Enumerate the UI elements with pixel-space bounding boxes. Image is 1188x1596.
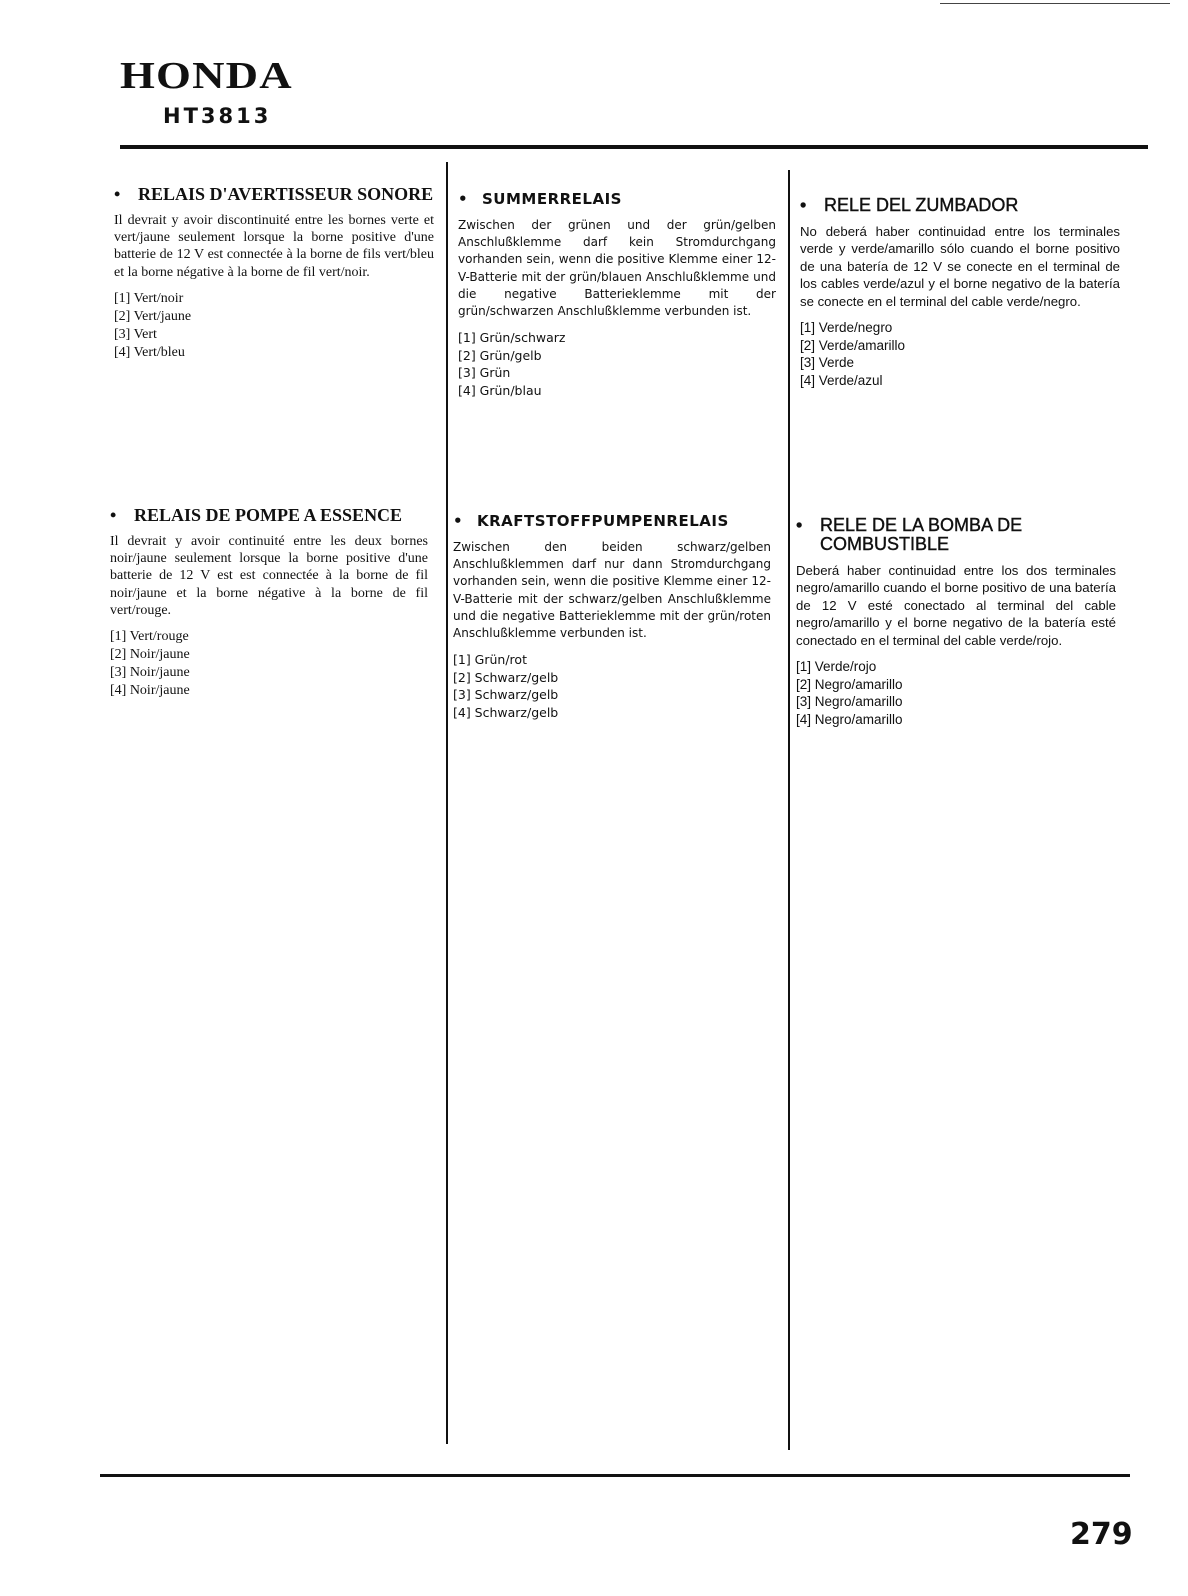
page-number: 279 bbox=[1070, 1517, 1133, 1552]
list-item bbox=[800, 319, 1120, 337]
column-divider-right bbox=[788, 170, 790, 1450]
list-item-text: [4] Noir/jaune bbox=[110, 683, 190, 699]
section-body: Zwischen den beiden schwarz/gelben Anschlußklemmen darf nur dann Stromdurchgang vorhanden sein, wenn die positive Klemme einer 12-V-Batterie mit der schwarz/gelben Anschlußklemme und die negative Batterieklemme mit der grün/roten Anschlußklemme verbunden ist. bbox=[453, 540, 771, 641]
list-item-text: [1] Grün/rot bbox=[453, 652, 527, 668]
list-item-text: [3] Schwarz/gelb bbox=[453, 687, 559, 703]
footer-rule bbox=[100, 1474, 1130, 1477]
list-item-text: [2] Noir/jaune bbox=[110, 647, 190, 663]
list-item-text: [3] Negro/amarillo bbox=[796, 694, 903, 710]
list-item bbox=[110, 664, 428, 682]
model-number: HT3813 bbox=[163, 104, 272, 128]
section-title bbox=[114, 185, 434, 204]
list-item-text: [1] Verde/negro bbox=[800, 320, 893, 336]
list-item-text: [2] Schwarz/gelb bbox=[453, 669, 559, 685]
section-title bbox=[458, 190, 776, 209]
list-item bbox=[453, 651, 771, 669]
section-body: Il devrait y avoir discontinuité entre les bornes verte et vert/jaune seulement lorsque la borne positive d'une batterie de 12 V est connectée à la borne de fils vert/bleu et la borne négative à la borne de fil vert/noir. bbox=[114, 213, 434, 280]
list-item-text: [2] Negro/amarillo bbox=[796, 676, 903, 692]
section-body: Zwischen der grünen und der grün/gelben Anschlußklemme darf kein Stromdurchgang vorhanden sein, wenn die positive Klemme einer 12-V-Batterie mit der grün/blauen Anschlußklemme und die negative Batterieklemme mit der grün/schwarzen Anschlußklemme verbunden ist. bbox=[458, 218, 776, 319]
terminal-list bbox=[453, 651, 771, 721]
list-item bbox=[458, 364, 776, 382]
list-item-text: [4] Verde/azul bbox=[800, 372, 883, 388]
section-title-text: KRAFTSTOFFPUMPENRELAIS bbox=[477, 512, 729, 530]
list-item-text: [3] Vert bbox=[114, 326, 157, 342]
list-item bbox=[453, 704, 771, 722]
section-de-fuel-pump-relay bbox=[453, 512, 771, 721]
list-item-text: [3] Verde bbox=[800, 355, 855, 371]
bullet-icon: • bbox=[114, 184, 121, 204]
list-item bbox=[796, 711, 1116, 729]
list-item bbox=[800, 372, 1120, 390]
list-item bbox=[114, 326, 434, 344]
terminal-list bbox=[458, 329, 776, 399]
list-item bbox=[110, 646, 428, 664]
list-item bbox=[458, 347, 776, 365]
list-item bbox=[114, 344, 434, 362]
list-item-text: [1] Vert/rouge bbox=[110, 629, 189, 645]
section-title-text: SUMMERRELAIS bbox=[482, 190, 622, 208]
section-es-horn-relay bbox=[800, 196, 1120, 389]
list-item-text: [4] Negro/amarillo bbox=[796, 711, 903, 727]
list-item bbox=[453, 686, 771, 704]
list-item-text: [1] Grün/schwarz bbox=[458, 330, 566, 346]
section-fr-fuel-pump-relay bbox=[110, 506, 428, 700]
section-es-fuel-pump-relay bbox=[796, 516, 1116, 728]
list-item bbox=[110, 682, 428, 700]
terminal-list bbox=[114, 290, 434, 362]
list-item-text: [3] Noir/jaune bbox=[110, 665, 190, 681]
list-item-text: [1] Vert/noir bbox=[114, 290, 184, 306]
section-title bbox=[800, 196, 1120, 215]
list-item bbox=[110, 628, 428, 646]
section-title-text: RELE DEL ZUMBADOR bbox=[824, 195, 1019, 215]
section-fr-horn-relay bbox=[114, 185, 434, 362]
section-title-text: RELAIS DE POMPE A ESSENCE bbox=[134, 505, 403, 525]
list-item-text: [2] Grün/gelb bbox=[458, 347, 542, 363]
top-rule bbox=[940, 3, 1170, 4]
list-item bbox=[800, 337, 1120, 355]
bullet-icon: • bbox=[800, 195, 807, 215]
section-title bbox=[110, 506, 428, 525]
list-item-text: [1] Verde/rojo bbox=[796, 659, 877, 675]
terminal-list bbox=[796, 658, 1116, 728]
list-item-text: [3] Grün bbox=[458, 365, 511, 381]
list-item bbox=[458, 329, 776, 347]
section-body: No deberá haber continuidad entre los terminales verde y verde/amarillo sólo cuando el borne positivo de una batería de 12 V se conecte en el terminal de los cables verde/azul y el borne negativo de la batería se conecte en el terminal del cable verde/negro. bbox=[800, 224, 1120, 309]
list-item-text: [2] Verde/amarillo bbox=[800, 337, 906, 353]
section-title-text: RELE DE LA BOMBA DE COMBUSTIBLE bbox=[820, 515, 1023, 554]
section-title bbox=[796, 516, 1116, 554]
list-item bbox=[796, 693, 1116, 711]
list-item-text: [2] Vert/jaune bbox=[114, 308, 192, 324]
section-title-text: RELAIS D'AVERTISSEUR SONORE bbox=[138, 184, 434, 204]
section-body: Deberá haber continuidad entre los dos terminales negro/amarillo cuando el borne positivo de una batería de 12 V esté conectado al terminal del cable negro/amarillo y el borne negativo de la batería esté conectado en el terminal del cable verde/rojo. bbox=[796, 563, 1116, 648]
honda-logo: HONDA bbox=[120, 55, 293, 97]
list-item bbox=[114, 308, 434, 326]
list-item bbox=[796, 676, 1116, 694]
list-item-text: [4] Vert/bleu bbox=[114, 344, 185, 360]
terminal-list bbox=[800, 319, 1120, 389]
list-item bbox=[458, 382, 776, 400]
list-item bbox=[453, 669, 771, 687]
list-item-text: [4] Grün/blau bbox=[458, 382, 542, 398]
bullet-icon: • bbox=[453, 512, 464, 530]
list-item bbox=[796, 658, 1116, 676]
list-item bbox=[800, 354, 1120, 372]
terminal-list bbox=[110, 628, 428, 700]
list-item-text: [4] Schwarz/gelb bbox=[453, 704, 559, 720]
header-rule bbox=[120, 145, 1148, 149]
section-body: Il devrait y avoir continuité entre les deux bornes noir/jaune seulement lorsque la borne positive d'une batterie de 12 V est est connectée à la borne de fil noir/jaune et la borne négative à la borne de fil vert/rouge. bbox=[110, 534, 428, 618]
bullet-icon: • bbox=[110, 505, 117, 525]
column-divider-left bbox=[446, 162, 448, 1444]
bullet-icon: • bbox=[458, 190, 469, 208]
section-de-horn-relay bbox=[458, 190, 776, 399]
list-item bbox=[114, 290, 434, 308]
bullet-icon: • bbox=[796, 515, 803, 535]
section-title bbox=[453, 512, 771, 531]
